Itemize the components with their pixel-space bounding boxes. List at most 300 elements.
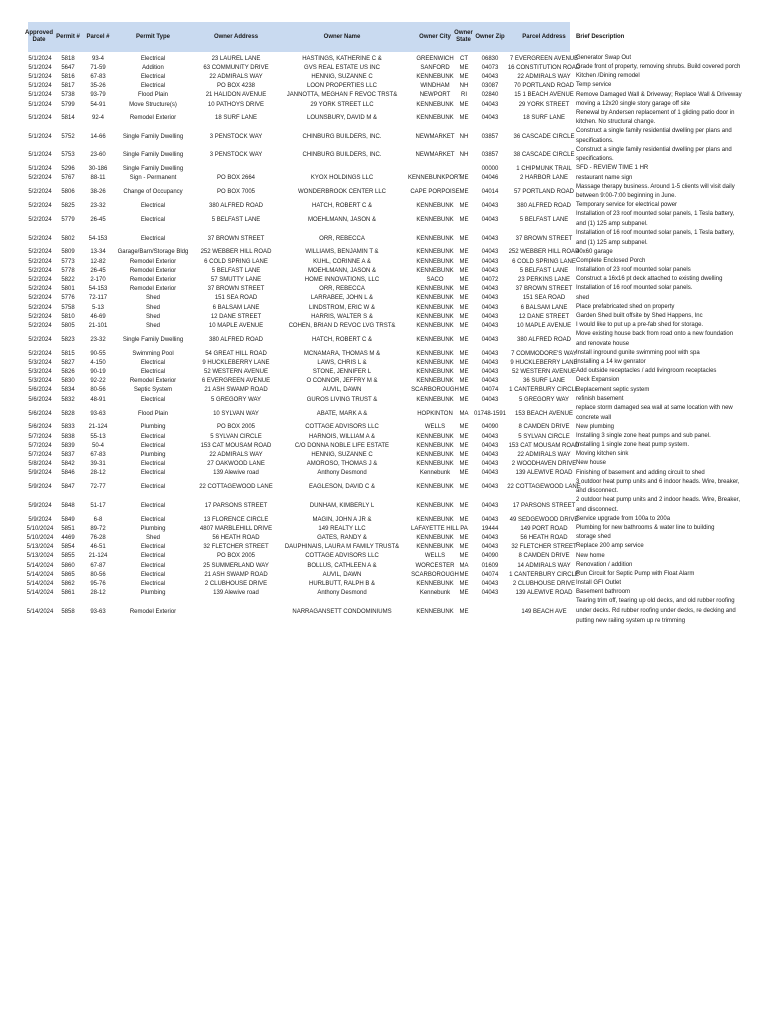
cell-parcel-address: 5 GREGORY WAY — [518, 396, 570, 403]
cell-owner-city: KENNEBUNK — [416, 484, 454, 491]
cell-permit-type: Electrical — [140, 83, 166, 90]
cell-owner-city: WELLS — [424, 553, 446, 560]
table-row — [28, 202, 744, 211]
cell-brief-description: restaurant name sign — [576, 174, 633, 181]
col-header-owner-name: Owner Name — [323, 33, 361, 40]
cell-owner-zip: 19444 — [481, 525, 499, 532]
cell-parcel-address: 139 ALEWIVE ROAD — [515, 590, 573, 597]
cell-owner-city: Kennebunk — [419, 590, 451, 597]
cell-owner-name: HOME INNOVATIONS, LLC — [304, 276, 380, 283]
cell-owner-state: ME — [459, 580, 469, 587]
cell-owner-state: ME — [459, 276, 469, 283]
cell-parcel-number: 23-60 — [90, 152, 106, 159]
cell-permit-number: 5801 — [61, 286, 75, 293]
cell-permit-type: Electrical — [140, 203, 166, 210]
cell-permit-number: 5862 — [61, 580, 75, 587]
cell-owner-address: 17 PARSONS STREET — [204, 502, 268, 509]
cell-brief-description: Installation of 16 roof mounted solar panels. — [576, 285, 693, 292]
cell-parcel-number: 6-8 — [93, 516, 103, 523]
cell-owner-zip: 04043 — [481, 433, 499, 440]
cell-owner-city: KENNEBUNK — [416, 378, 454, 385]
cell-owner-name: WILLIAMS, BENJAMIN T & — [305, 249, 379, 256]
cell-owner-state: ME — [459, 369, 469, 376]
cell-owner-city: KENNEBUNK — [416, 73, 454, 80]
cell-owner-address: 5 SYLVAN CIRCLE — [210, 433, 262, 440]
cell-permit-number: 5854 — [61, 544, 75, 551]
cell-parcel-address: 36 CASCADE CIRCLE — [513, 133, 575, 140]
cell-owner-zip: 04043 — [481, 484, 499, 491]
table-row — [28, 579, 744, 588]
cell-owner-state: ME — [459, 516, 469, 523]
cell-owner-address: 2 CLUBHOUSE DRIVE — [204, 580, 268, 587]
cell-permit-number: 5809 — [61, 249, 75, 256]
cell-owner-address: 9 HUCKLEBERRY LANE — [202, 359, 270, 366]
cell-permit-type: Single Family Dwelling — [122, 152, 184, 159]
cell-owner-name: GVS REAL ESTATE US INC — [304, 64, 380, 71]
cell-permit-number: 5799 — [61, 101, 75, 108]
cell-approved-date: 5/9/2024 — [28, 484, 52, 491]
cell-owner-state: ME — [459, 433, 469, 440]
cell-brief-description: Temp service — [576, 82, 612, 89]
cell-permit-number: 5776 — [61, 295, 75, 302]
cell-parcel-address: 12 DANE STREET — [518, 313, 570, 320]
cell-owner-name: CHINBURG BUILDERS, INC. — [302, 133, 382, 140]
cell-permit-number: 5830 — [61, 378, 75, 385]
cell-parcel-address: 17 PARSONS STREET — [512, 502, 576, 509]
cell-owner-address: 37 BROWN STREET — [207, 235, 265, 242]
cell-parcel-number: 51-17 — [90, 502, 106, 509]
cell-permit-number: 5849 — [61, 516, 75, 523]
table-row — [28, 349, 744, 358]
cell-approved-date: 5/2/2024 — [28, 203, 52, 210]
cell-permit-type: Electrical — [140, 369, 166, 376]
cell-owner-address: 151 SEA ROAD — [214, 295, 258, 302]
cell-owner-state: ME — [459, 189, 469, 196]
cell-permit-number: 5828 — [61, 410, 75, 417]
cell-owner-state: ME — [459, 484, 469, 491]
cell-permit-type: Shed — [145, 322, 160, 329]
cell-approved-date: 5/10/2024 — [26, 525, 54, 532]
cell-owner-city: KENNEBUNK — [416, 516, 454, 523]
table-row — [28, 211, 744, 230]
table-row — [28, 377, 744, 386]
cell-parcel-address: 149 BEACH AVE — [521, 608, 567, 615]
cell-parcel-address: 6 BALSAM LANE — [520, 304, 568, 311]
table-row — [28, 321, 744, 330]
cell-approved-date: 5/1/2024 — [28, 101, 52, 108]
cell-owner-zip: 04043 — [481, 359, 499, 366]
cell-owner-name: NARRAGANSETT CONDOMINIUMS — [292, 608, 392, 615]
table-row — [28, 524, 744, 533]
cell-owner-zip: 04043 — [481, 580, 499, 587]
cell-parcel-address: 1 CHIPMUNK TRAIL — [516, 166, 572, 173]
cell-owner-address: PO BOX 2005 — [216, 553, 256, 560]
table-row — [28, 165, 744, 174]
cell-owner-state: ME — [459, 387, 469, 394]
cell-owner-state: ME — [459, 590, 469, 597]
cell-permit-number: 5861 — [61, 590, 75, 597]
cell-owner-address: 27 OAKWOOD LANE — [207, 461, 265, 468]
cell-owner-name: EAGLESON, DAVID C & — [309, 484, 375, 491]
cell-approved-date: 5/6/2024 — [28, 410, 52, 417]
cell-permit-type: Remodel Exterior — [129, 286, 177, 293]
cell-approved-date: 5/1/2024 — [28, 152, 52, 159]
cell-parcel-address: 5 BELFAST LANE — [519, 217, 569, 224]
cell-owner-zip: 04043 — [481, 534, 499, 541]
cell-owner-state: ME — [459, 322, 469, 329]
cell-permit-number: 5833 — [61, 424, 75, 431]
cell-owner-zip — [472, 598, 508, 626]
cell-brief-description: Place prefabricated shed on property — [576, 303, 675, 310]
cell-approved-date: 5/2/2024 — [28, 313, 52, 320]
cell-owner-state: MA — [459, 410, 469, 417]
col-header-brief-description: Brief Description — [576, 33, 625, 40]
cell-parcel-number: 50-4 — [91, 442, 104, 449]
cell-owner-zip: 04072 — [481, 276, 499, 283]
cell-parcel-number: 26-45 — [90, 267, 106, 274]
cell-parcel-number: 26-45 — [90, 217, 106, 224]
cell-owner-zip: 04043 — [481, 544, 499, 551]
cell-owner-state: ME — [459, 235, 469, 242]
cell-owner-state: ME — [459, 64, 469, 71]
cell-owner-zip: 03857 — [481, 133, 499, 140]
cell-owner-zip: 04043 — [481, 235, 499, 242]
cell-owner-name: ABATE, MARK A & — [316, 410, 368, 417]
cell-owner-address: 380 ALFRED ROAD — [208, 336, 264, 343]
cell-approved-date: 5/2/2024 — [28, 336, 52, 343]
cell-parcel-address: 9 HUCKLEBERRY LANE — [510, 359, 578, 366]
cell-owner-city: KENNEBUNK — [416, 433, 454, 440]
cell-owner-name: HATCH, ROBERT C & — [311, 203, 372, 210]
table-row — [28, 82, 744, 91]
cell-owner-city: KENNEBUNK — [416, 235, 454, 242]
cell-owner-state: ME — [459, 350, 469, 357]
cell-permit-number: 5837 — [61, 451, 75, 458]
col-header-parcel: Parcel # — [86, 33, 110, 40]
cell-permit-type: Sign - Permanent — [129, 175, 177, 182]
cell-owner-city: NEWMARKET — [415, 152, 455, 159]
cell-approved-date: 5/8/2024 — [28, 461, 52, 468]
cell-owner-name: HASTINGS, KATHERINE C & — [302, 55, 382, 62]
cell-permit-number: 5810 — [61, 313, 75, 320]
cell-owner-name: DAUPHINAIS, LAURA M FAMILY TRUST& — [284, 544, 400, 551]
cell-parcel-number: 95-76 — [90, 580, 106, 587]
cell-permit-type: Remodel Exterior — [129, 608, 177, 615]
cell-owner-city: CAPE PORPOISE — [410, 189, 460, 196]
cell-permit-number: 5818 — [61, 55, 75, 62]
cell-owner-zip: 04043 — [481, 304, 499, 311]
cell-owner-city: KENNEBUNK — [416, 295, 454, 302]
cell-owner-city: SANFORD — [420, 64, 450, 71]
cell-owner-city: LAFAYETTE HILL — [411, 525, 459, 532]
cell-owner-address: 22 COTTAGEWOOD LANE — [199, 484, 273, 491]
cell-permit-type: Electrical — [140, 553, 166, 560]
table-row — [28, 303, 744, 312]
cell-brief-description: Construct a single family residential dwelling per plans and specifications. — [576, 146, 732, 163]
cell-parcel-address: 32 FLETCHER STREET — [511, 544, 577, 551]
cell-parcel-address: 2 HARBOR LANE — [519, 175, 568, 182]
cell-brief-description: 40x60 garage — [576, 248, 613, 255]
cell-owner-zip: 04073 — [481, 64, 499, 71]
cell-parcel-number: 30-186 — [88, 166, 108, 173]
cell-parcel-number: 88-11 — [90, 175, 106, 182]
cell-parcel-number: 72-117 — [88, 295, 108, 302]
cell-owner-state: ME — [459, 73, 469, 80]
cell-owner-city: KENNEBUNK — [416, 258, 454, 265]
cell-owner-city: KENNEBUNK — [416, 442, 454, 449]
cell-parcel-number: 12-82 — [90, 258, 106, 265]
cell-owner-state: ME — [459, 101, 469, 108]
cell-approved-date: 5/13/2024 — [26, 553, 54, 560]
cell-permit-type: Remodel Exterior — [129, 267, 177, 274]
cell-owner-zip: 03857 — [481, 152, 499, 159]
cell-approved-date: 5/1/2024 — [28, 55, 52, 62]
table-row — [28, 294, 744, 303]
cell-parcel-address: 22 ADMIRALS WAY — [517, 73, 571, 80]
cell-owner-zip: 04043 — [481, 470, 499, 477]
cell-owner-state: ME — [459, 442, 469, 449]
cell-owner-city: KENNEBUNK — [416, 451, 454, 458]
cell-brief-description: Moving kitchen sink — [576, 451, 629, 458]
cell-permit-type: Flood Plain — [137, 410, 169, 417]
table-row — [28, 497, 744, 516]
cell-approved-date: 5/6/2024 — [28, 387, 52, 394]
cell-owner-name: LOON PROPERTIES LLC — [307, 83, 377, 90]
cell-permit-number: 5825 — [61, 203, 75, 210]
cell-parcel-address: 252 WEBBER HILL ROAD — [508, 249, 580, 256]
cell-owner-name: HARNOIS, WILLIAM A & — [308, 433, 376, 440]
cell-brief-description: Replacement septic system — [576, 386, 650, 393]
table-row — [28, 561, 744, 570]
cell-owner-name: KYOX HOLDINGS LLC — [310, 175, 374, 182]
cell-permit-type: Plumbing — [140, 590, 166, 597]
cell-parcel-number: 67-83 — [90, 73, 106, 80]
cell-parcel-number: 90-19 — [90, 369, 106, 376]
cell-owner-state: ME — [459, 203, 469, 210]
table-row — [28, 248, 744, 257]
cell-owner-state: ME — [459, 378, 469, 385]
cell-owner-address: 10 SYLVAN WAY — [213, 410, 259, 417]
cell-permit-number: 5778 — [61, 267, 75, 274]
cell-owner-city: KENNEBUNK — [416, 580, 454, 587]
cell-owner-state: ME — [459, 286, 469, 293]
cell-parcel-number: 21-101 — [88, 322, 108, 329]
cell-owner-zip: 04043 — [481, 258, 499, 265]
cell-parcel-number: 39-31 — [90, 461, 106, 468]
cell-owner-zip: 04043 — [481, 295, 499, 302]
cell-approved-date: 5/9/2024 — [28, 516, 52, 523]
cell-parcel-number: 48-91 — [90, 396, 106, 403]
cell-parcel-address: 2 WOODHAVEN DRIVE — [511, 461, 577, 468]
cell-owner-name — [280, 165, 404, 174]
cell-approved-date: 5/1/2024 — [28, 115, 52, 122]
cell-parcel-number: 35-26 — [90, 83, 106, 90]
cell-owner-name: ORR, REBECCA — [319, 235, 365, 242]
cell-approved-date: 5/3/2024 — [28, 369, 52, 376]
cell-brief-description: SFD - REVIEW TIME 1 HR — [576, 165, 649, 172]
cell-owner-state: ME — [459, 502, 469, 509]
cell-parcel-address: 57 PORTLAND ROAD — [514, 189, 574, 196]
cell-owner-address: PO BOX 4238 — [216, 83, 256, 90]
cell-brief-description: Add outside receptacles / add livingroom receptacles — [576, 368, 717, 375]
col-header-owner-city: Owner City — [419, 33, 451, 40]
cell-parcel-address: 38 CASCADE CIRCLE — [513, 152, 575, 159]
cell-parcel-address: 52 WESTERN AVENUE — [512, 369, 576, 376]
cell-parcel-address: 22 COTTAGEWOOD LANE — [507, 484, 581, 491]
cell-parcel-number: 55-13 — [90, 433, 106, 440]
cell-brief-description: Replace 200 amp service — [576, 543, 644, 550]
cell-owner-address: 3 PENSTOCK WAY — [209, 133, 263, 140]
table-row — [28, 570, 744, 579]
cell-parcel-number: 72-77 — [90, 484, 106, 491]
cell-approved-date: 5/14/2024 — [26, 608, 54, 615]
cell-brief-description: Plumbing for new bathrooms & water line to building — [576, 524, 715, 531]
cell-parcel-address: 49 SEDGEWOOD DRIVE — [509, 516, 579, 523]
cell-owner-state: ME — [459, 451, 469, 458]
cell-approved-date: 5/14/2024 — [26, 562, 54, 569]
cell-permit-type: Swimming Pool — [132, 350, 174, 357]
cell-owner-address: 12 DANE STREET — [210, 313, 262, 320]
cell-owner-state: ME — [459, 424, 469, 431]
cell-permit-number: 5806 — [61, 189, 75, 196]
cell-permit-type: Remodel Exterior — [129, 115, 177, 122]
cell-parcel-number: 93-79 — [90, 92, 106, 99]
cell-owner-name: COTTAGE ADVISORS LLC — [305, 424, 379, 431]
table-row — [28, 460, 744, 469]
cell-parcel-address: 8 CAMDEN DRIVE — [518, 553, 570, 560]
cell-parcel-number: 54-91 — [90, 101, 106, 108]
cell-owner-state: ME — [459, 249, 469, 256]
cell-approved-date: 5/10/2024 — [26, 534, 54, 541]
cell-brief-description: Remove Damaged Wall & Driveway; Replace Wall & Driveway — [576, 91, 742, 98]
cell-owner-city: SACO — [426, 276, 444, 283]
cell-owner-address: 18 SURF LANE — [214, 115, 257, 122]
cell-owner-zip: 04043 — [481, 451, 499, 458]
cell-brief-description: Complete Enclosed Porch — [576, 257, 646, 264]
cell-owner-city: WELLS — [424, 424, 446, 431]
cell-parcel-number: 93-63 — [90, 608, 106, 615]
table-row — [28, 229, 744, 248]
cell-parcel-address: 37 BROWN STREET — [515, 235, 573, 242]
cell-approved-date: 5/3/2024 — [28, 359, 52, 366]
cell-owner-zip: 04043 — [481, 336, 499, 343]
cell-owner-name: O CONNOR, JEFFRY M & — [306, 378, 378, 385]
cell-owner-address: 10 MAPLE AVENUE — [208, 322, 264, 329]
cell-owner-address: 22 ADMIRALS WAY — [209, 73, 263, 80]
cell-permit-type: Electrical — [140, 461, 166, 468]
table-row — [28, 441, 744, 450]
cell-owner-city: NEWMARKET — [415, 133, 455, 140]
col-header-owner-state: Owner State — [454, 30, 473, 43]
cell-owner-address: 139 Alewive road — [213, 590, 259, 597]
cell-owner-address — [194, 598, 278, 626]
cell-owner-state: ME — [459, 470, 469, 477]
table-row — [28, 183, 744, 202]
cell-parcel-number: 38-26 — [90, 189, 106, 196]
cell-permit-type: Electrical — [140, 571, 166, 578]
cell-permit-type: Septic System — [133, 387, 173, 394]
table-row — [28, 266, 744, 275]
cell-brief-description: Kitchen /Dining remodel — [576, 73, 640, 80]
cell-owner-address: 21 ASH SWAMP ROAD — [204, 571, 268, 578]
cell-parcel-number: 90-55 — [90, 350, 106, 357]
table-row — [28, 404, 744, 423]
cell-brief-description: Renovation / addition — [576, 561, 633, 568]
cell-owner-address: PO BOX 7005 — [216, 189, 256, 196]
cell-owner-zip: 04043 — [481, 442, 499, 449]
cell-owner-zip: 04043 — [481, 516, 499, 523]
cell-approved-date: 5/2/2024 — [28, 175, 52, 182]
cell-owner-name: MOEHLMANN, JASON & — [307, 267, 376, 274]
table-row — [28, 358, 744, 367]
table-row — [28, 91, 744, 100]
cell-parcel-number: 71-59 — [90, 64, 106, 71]
cell-owner-state: ME — [459, 396, 469, 403]
cell-brief-description: Temporary service for electrical power — [576, 202, 678, 209]
cell-owner-name: Anthony Desmond — [317, 590, 367, 597]
cell-permit-type: Plumbing — [140, 525, 166, 532]
table-row — [28, 54, 744, 63]
table-row — [28, 312, 744, 321]
cell-parcel-address: 380 ALFRED ROAD — [516, 336, 572, 343]
cell-owner-zip: 04090 — [481, 424, 499, 431]
cell-parcel-number: 2-170 — [90, 276, 106, 283]
cell-parcel-address: 5 BELFAST LANE — [519, 267, 569, 274]
cell-brief-description: replace storm damaged sea wall at same location with new concrete wall — [576, 404, 733, 421]
cell-owner-state: ME — [459, 295, 469, 302]
cell-owner-name: 29 YORK STREET LLC — [310, 101, 374, 108]
cell-owner-address: 10 PATHOYS DRIVE — [207, 101, 265, 108]
cell-owner-state — [457, 165, 471, 174]
cell-owner-city: KENNEBUNK — [416, 396, 454, 403]
cell-owner-city: SCARBOROUGH — [411, 571, 459, 578]
cell-permit-number: 5647 — [61, 64, 75, 71]
cell-parcel-number: 4-150 — [90, 359, 106, 366]
cell-brief-description: Installation of 16 roof mounted solar panels, 1 Tesla battery, and (1) 125 amp subpanel. — [576, 229, 735, 246]
table-row — [28, 423, 744, 432]
cell-approved-date: 5/9/2024 — [28, 502, 52, 509]
cell-brief-description: New house — [576, 460, 607, 467]
cell-permit-type: Flood Plain — [137, 92, 169, 99]
cell-approved-date: 5/6/2024 — [28, 396, 52, 403]
cell-permit-number: 5779 — [61, 217, 75, 224]
cell-approved-date: 5/2/2024 — [28, 258, 52, 265]
cell-permit-number: 5858 — [61, 608, 75, 615]
cell-owner-state: ME — [459, 553, 469, 560]
cell-owner-city: KENNEBUNK — [416, 304, 454, 311]
cell-approved-date: 5/6/2024 — [28, 424, 52, 431]
cell-permit-number: 5814 — [61, 115, 75, 122]
cell-parcel-address: 8 CAMDEN DRIVE — [518, 424, 570, 431]
cell-approved-date: 5/7/2024 — [28, 433, 52, 440]
cell-owner-city: Kennebunk — [419, 470, 451, 477]
cell-permit-number: 5738 — [61, 92, 75, 99]
cell-permit-type: Electrical — [140, 544, 166, 551]
cell-owner-state: PA — [460, 525, 468, 532]
cell-owner-name: AUVIL, DAWN — [322, 571, 362, 578]
cell-owner-name: HENNIG, SUZANNE C — [311, 73, 373, 80]
cell-owner-address: 13 FLORENCE CIRCLE — [203, 516, 269, 523]
cell-owner-zip: 04014 — [481, 189, 499, 196]
cell-owner-zip: 02840 — [481, 92, 499, 99]
cell-permit-number: 5834 — [61, 387, 75, 394]
cell-permit-number: 5816 — [61, 73, 75, 80]
cell-parcel-number: 46-69 — [90, 313, 106, 320]
cell-brief-description: Install inground gunite swimming pool with spa — [576, 349, 700, 356]
cell-permit-type: Electrical — [140, 442, 166, 449]
cell-permit-number: 5817 — [61, 83, 75, 90]
cell-parcel-number: 93-4 — [91, 55, 104, 62]
